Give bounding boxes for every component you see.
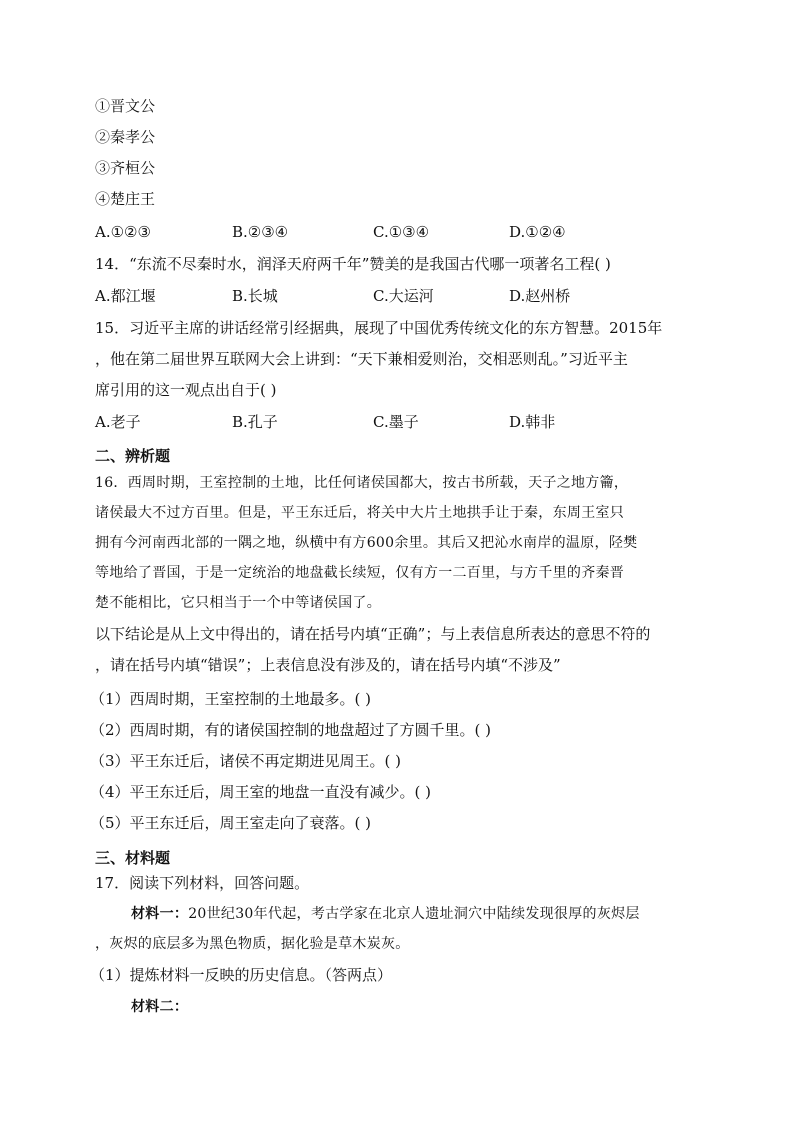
option-a: A.老子 bbox=[95, 413, 141, 431]
option-d: D.①②④ bbox=[509, 223, 566, 241]
material-1-text: 20世纪30年代起，考古学家在北京人遗址洞穴中陆续发现很厚的灰烬层 bbox=[188, 906, 640, 922]
option-a: A.①②③ bbox=[95, 223, 151, 241]
section-heading-analysis: 二、辨析题 bbox=[95, 447, 171, 465]
instruction-line: 以下结论是从上文中得出的，请在括号内填“正确”；与上表信息所表达的意思不符的 bbox=[95, 625, 651, 643]
option-c: C.①③④ bbox=[373, 223, 430, 241]
material-1-label: 材料一： bbox=[131, 906, 189, 922]
judgement-item: （3）平王东迁后，诸侯不再定期进见周王。( ) bbox=[90, 752, 402, 770]
options-row-13 bbox=[95, 222, 695, 242]
option-b: B.孔子 bbox=[232, 413, 278, 431]
choice-item: ②秦孝公 bbox=[95, 128, 156, 146]
option-d: D.赵州桥 bbox=[509, 287, 571, 305]
judgement-item: （1）西周时期，王室控制的土地最多。( ) bbox=[90, 690, 372, 708]
section-heading-material: 三、材料题 bbox=[95, 849, 171, 867]
material-line: 等地给了晋国，于是一定统治的地盘截长续短，仅有方一二百里，与方千里的齐秦晋 bbox=[95, 565, 625, 581]
material-2-label: 材料二： bbox=[131, 999, 189, 1015]
options-row-14 bbox=[95, 286, 695, 306]
judgement-item: （4）平王东迁后，周王室的地盘一直没有减少。( ) bbox=[90, 783, 432, 801]
option-c: C.大运河 bbox=[373, 287, 434, 305]
sub-question-1: （1）提炼材料一反映的历史信息。（答两点） bbox=[90, 966, 393, 984]
options-row-15 bbox=[95, 412, 695, 432]
question-15-line: 席引用的这一观点出自于( ) bbox=[95, 381, 277, 399]
question-15-line: ，他在第二届世界互联网大会上讲到：“天下兼相爱则治，交相恶则乱。”习近平主 bbox=[95, 350, 628, 368]
question-17-stem: 17．阅读下列材料，回答问题。 bbox=[95, 874, 310, 892]
instruction-line: ，请在括号内填“错误”；上表信息没有涉及的，请在括号内填“不涉及” bbox=[95, 656, 561, 674]
judgement-item: （5）平王东迁后，周王室走向了衰落。( ) bbox=[90, 814, 372, 832]
material-1-line: ，灰烬的底层多为黑色物质，据化验是草木炭灰。 bbox=[95, 936, 410, 952]
material-line: 16．西周时期，王室控制的土地，比任何诸侯国都大，按古书所载，天子之地方籥， bbox=[95, 475, 629, 491]
material-line: 拥有今河南西北部的一隅之地，纵横中有方600余里。其后又把沁水南岸的温原，陉樊 bbox=[95, 535, 638, 551]
material-line: 诸侯最大不过方百里。但是，平王东迁后，将关中大片土地拱手让于秦，东周王室只 bbox=[95, 505, 625, 521]
question-14-stem: 14．“东流不尽秦时水，润泽天府两千年”赞美的是我国古代哪一项著名工程( ) bbox=[95, 255, 611, 273]
choice-item: ③齐桓公 bbox=[95, 159, 156, 177]
option-b: B.长城 bbox=[232, 287, 278, 305]
judgement-item: （2）西周时期，有的诸侯国控制的地盘超过了方圆千里。( ) bbox=[90, 721, 492, 739]
option-d: D.韩非 bbox=[509, 413, 556, 431]
option-c: C.墨子 bbox=[373, 413, 419, 431]
option-a: A.都江堰 bbox=[95, 287, 156, 305]
choice-item: ④楚庄王 bbox=[95, 190, 156, 208]
question-15-line: 15．习近平主席的讲话经常引经据典，展现了中国优秀传统文化的东方智慧。2015年 bbox=[95, 319, 663, 337]
option-b: B.②③④ bbox=[232, 223, 289, 241]
material-line: 楚不能相比，它只相当于一个中等诸侯国了。 bbox=[95, 595, 381, 611]
material-1 bbox=[131, 904, 640, 924]
choice-item: ①晋文公 bbox=[95, 97, 156, 115]
